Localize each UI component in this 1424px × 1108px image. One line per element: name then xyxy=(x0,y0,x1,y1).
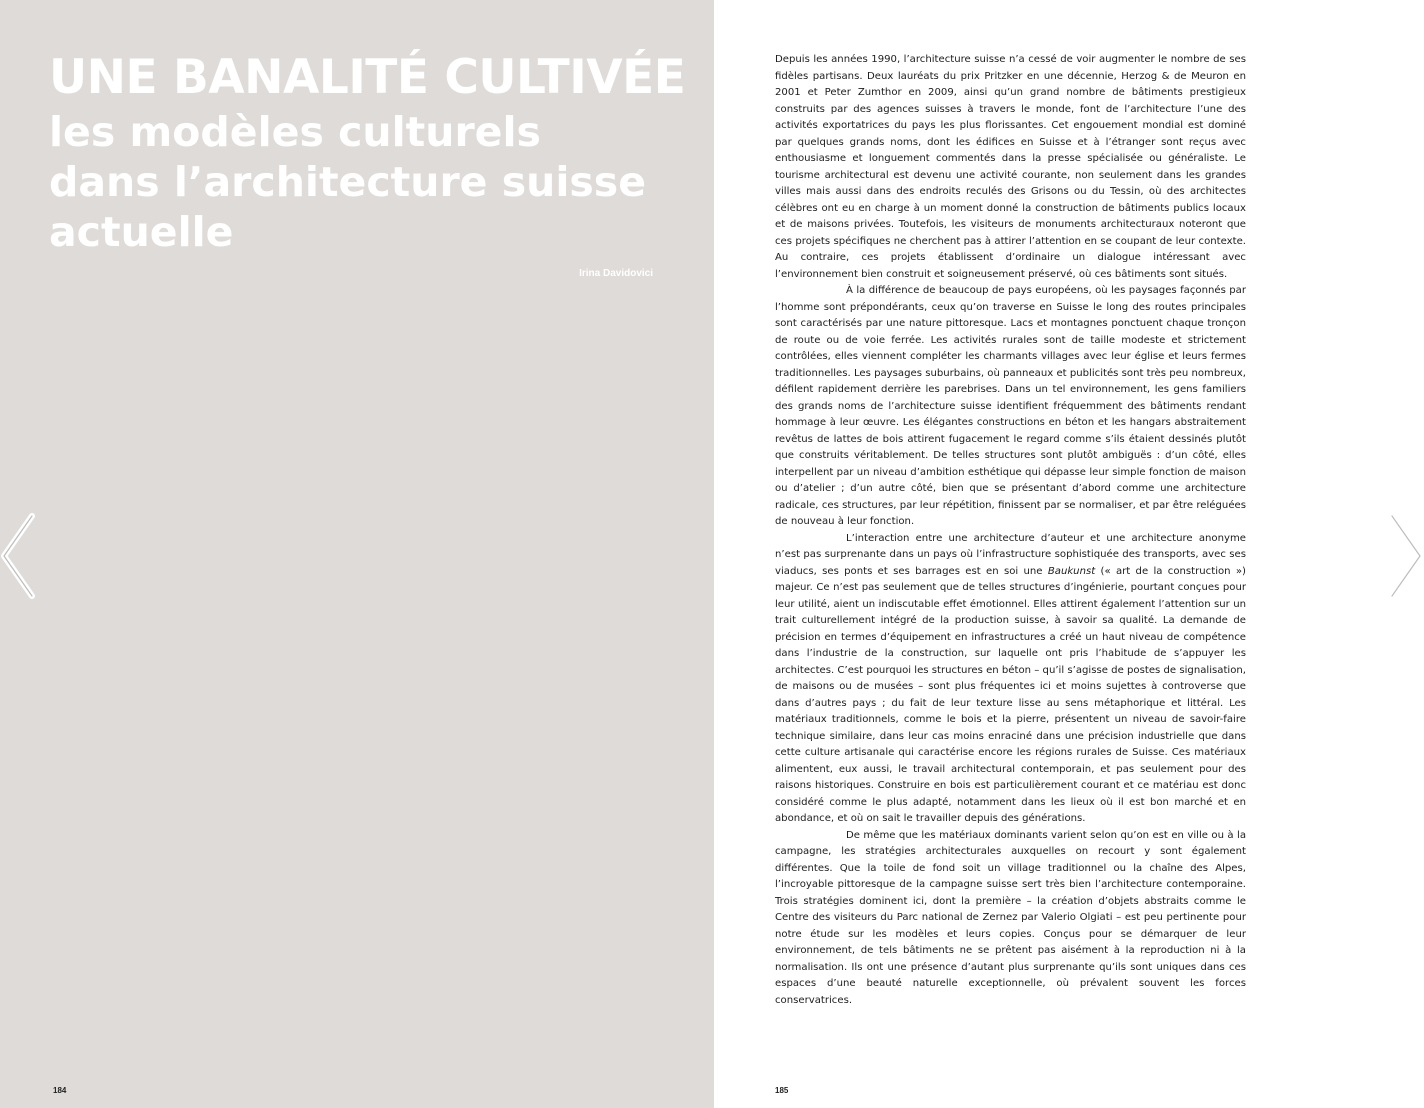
page-subtitle xyxy=(49,107,699,257)
subtitle-line: actuelle xyxy=(49,208,234,256)
page-number-right: 185 xyxy=(775,1086,789,1095)
paragraph: Depuis les années 1990, l’architecture suisse n’a cessé de voir augmenter le nombre de ses fidèles partisans. Deux lauréats du prix Pritzker en une décennie, Herzog & de Meuron en 2001 et Peter Zumthor en 2009, ainsi qu’un grand nombre de bâtiments prestigieux construits par des agences suisses à travers le monde, font de l’architecture l’une des activités exportatrices du pays les plus florissantes. Cet engouement mondial est dominé par quelques grands noms, dont les édifices en Suisse et à l’étranger sont reçus avec enthousiasme et longuement commentés dans la presse spécialisée ou généraliste. Le tourisme architectural est devenu une activité courante, non seulement dans les grandes villes mais aussi dans des endroits reculés des Grisons ou du Tessin, où des architectes célèbres ont eu en charge à un moment donné la construction de bâtiments publics locaux et de maisons privées. Toutefois, les visiteurs de monuments architecturaux noteront que ces projets spécifiques ne cherchent pas à attirer l’attention en se coupant de leur contexte. Au contraire, ces projets établissent d’ordinaire un dialogue intéressant avec l’environnement bien construit et soigneusement préservé, où ces bâtiments sont situés. xyxy=(775,54,1246,280)
author-name: Irina Davidovici xyxy=(579,268,653,279)
article-body xyxy=(775,52,1246,1009)
paragraph: À la différence de beaucoup de pays européens, où les paysages façonnés par l’homme sont prépondérants, ceux qu’on traverse en Suisse le long des routes principales sont caractérisés par une nature pittoresque. Lacs et montagnes ponctuent chaque tronçon de route ou de voie ferrée. Les activités rurales sont de taille modeste et strictement contrôlées, elles viennent compléter les charmants villages avec leur église et leurs fermes traditionnelles. Les paysages suburbains, où panneaux et publicités sont très peu nombreux, défilent rapidement derrière les parebrises. Dans un tel environnement, les gens familiers des grands noms de l’architecture suisse identifient fréquemment des bâtiments rendant hommage à leur œuvre. Les élégantes constructions en béton et les hangars abstraitement revêtus de lattes de bois attirent fugacement le regard comme s’ils étaient dessinés plutôt que construits véritablement. De telles structures sont plutôt ambiguës : d’un côté, elles interpellent par un niveau d’ambition esthétique qui dépasse leur simple fonction de maison ou d’atelier ; d’un autre côté, bien que se présentant d’abord comme une architecture radicale, ces structures, par leur répétition, finissent par se normaliser, et par être reléguées de nouveau à leur fonction. xyxy=(775,285,1246,527)
subtitle-line: les modèles culturels xyxy=(49,108,541,156)
chevron-left-icon xyxy=(0,512,36,600)
next-page-button[interactable] xyxy=(1388,512,1424,600)
paragraph-text: L’interaction entre une architecture d’auteur et une architecture anonyme n’est pas surprenante dans un pays où l’infrastructure sophistiquée des transports, avec ses viaducs, ses ponts et ses barrages est en soi une Baukunst (« art de la construction ») majeur. Ce n’est pas seulement que de telles structures d’ingénierie, pourtant conçues pour leur utilité, aient un indiscutable effet émotionnel. Elles attirent également l’attention sur un trait culturellement intégré de la production suisse, à savoir sa qualité. La demande de précision en termes d’équipement en infrastructures a créé un haut niveau de compétence dans l’industrie de la construction, sur laquelle ont pris l’habitude de s’appuyer les architectes. C’est pourquoi les structures en béton – qu’il s’agisse de postes de signalisation, de maisons ou de musées – sont plus fréquentes ici et moins sujettes à controverse que dans d’autres pays ; du fait de leur texture lisse au sens métaphorique et littéral. Les matériaux traditionnels, comme le bois et la pierre, présentent un niveau de savoir-faire technique similaire, dans leur cas moins enraciné dans une précision industrielle que dans cette culture artisanale qui caractérise encore les régions rurales de Suisse. Ces matériaux alimentent, eux aussi, le travail architectural contemporain, et pas seulement pour des raisons historiques. Construire en bois est particulièrement courant et ce matériau est donc considéré comme le plus adapté, notamment dans les lieux où il est bon marché et en abondance, et où on sait le travailler depuis des générations. xyxy=(775,532,1246,824)
paragraph xyxy=(775,531,1246,828)
page-title: UNE BANALITÉ CULTIVÉE xyxy=(49,50,686,105)
subtitle-line: dans l’architecture suisse xyxy=(49,158,647,206)
paragraph: De même que les matériaux dominants varient selon qu’on est en ville ou à la campagne, les stratégies architecturales auxquelles on recourt y sont également différentes. Que la toile de fond soit un village traditionnel ou la chaîne des Alpes, l’incroyable pittoresque de la campagne suisse sert très bien l’architecture contemporaine. Trois stratégies dominent ici, dont la première – la création d’objets abstraits comme le Centre des visiteurs du Parc national de Zernez par Valerio Olgiati – est peu pertinente pour notre étude sur les modèles et leurs copies. Conçus pour se démarquer de leur environnement, de tels bâtiments ne se prêtent pas aisément à la reproduction ni à la normalisation. Ils ont une présence d’autant plus surprenante qu’ils sont uniques dans ces espaces d’une beauté naturelle exceptionnelle, où prévalent souvent les forces conservatrices. xyxy=(775,829,1246,1006)
prev-page-button[interactable] xyxy=(0,512,36,600)
chevron-right-icon xyxy=(1388,512,1424,600)
page-number-left: 184 xyxy=(53,1086,67,1095)
